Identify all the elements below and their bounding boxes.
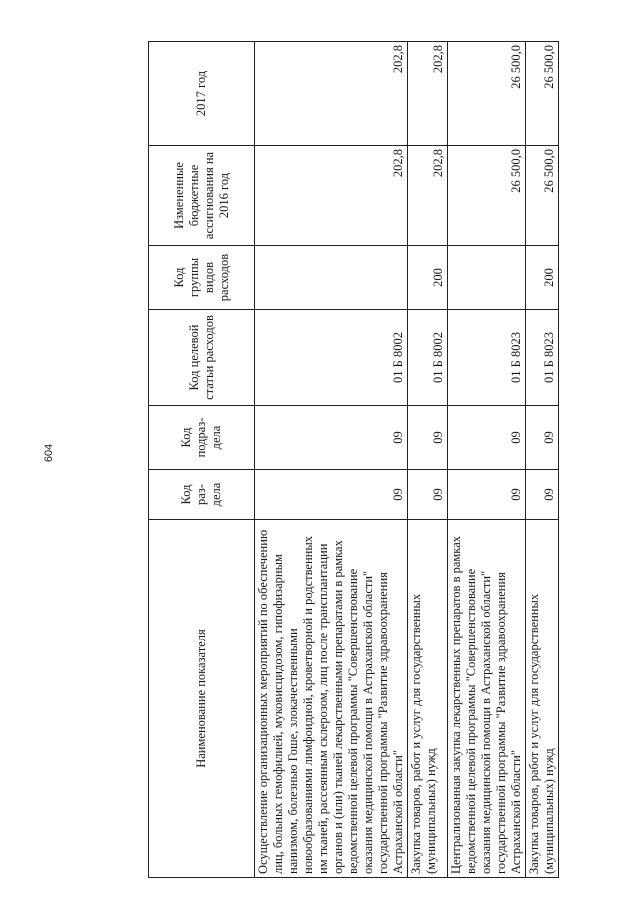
row-2016: 202,8: [408, 146, 448, 246]
row-razdel: 09: [526, 470, 559, 520]
row-razdel: 09: [255, 470, 408, 520]
row-2016: 26 500,0: [526, 146, 559, 246]
table-header-row: [149, 42, 255, 878]
row-vr: [448, 246, 526, 310]
header-razdel: Код раз- дела: [149, 470, 255, 520]
row-2017: 202,8: [255, 42, 408, 146]
row-vr: [255, 246, 408, 310]
row-2017: 202,8: [408, 42, 448, 146]
row-2017: 26 500,0: [448, 42, 526, 146]
row-name: Централизованная закупка лекарственных препаратов в рамках ведомственной целевой программы "Совершенствование оказания медицинской помощи в Астраханской области" государственной программы "Развитие здравоохранения Астраханской области": [448, 520, 526, 878]
row-csr: 01 Б 8002: [255, 310, 408, 406]
table-row: [448, 42, 526, 878]
row-vr: 200: [408, 246, 448, 310]
header-vr: Код группы видов расходов: [149, 246, 255, 310]
budget-table: [148, 41, 559, 878]
row-2016: 26 500,0: [448, 146, 526, 246]
row-razdel: 09: [408, 470, 448, 520]
row-name: Закупка товаров, работ и услуг для государственных (муниципальных) нужд: [526, 520, 559, 878]
row-csr: 01 Б 8023: [448, 310, 526, 406]
header-2017: 2017 год: [149, 42, 255, 146]
header-podrazdel: Код подраз- дела: [149, 406, 255, 470]
header-name: Наименование показателя: [149, 520, 255, 878]
row-podrazdel: 09: [448, 406, 526, 470]
row-podrazdel: 09: [526, 406, 559, 470]
row-2016: 202,8: [255, 146, 408, 246]
row-razdel: 09: [448, 470, 526, 520]
budget-table-rotated: [148, 42, 556, 878]
row-csr: 01 Б 8002: [408, 310, 448, 406]
header-2016: Измененные бюджетные ассигнования на 2016 год: [149, 146, 255, 246]
row-podrazdel: 09: [408, 406, 448, 470]
row-podrazdel: 09: [255, 406, 408, 470]
table-row: [255, 42, 408, 878]
table-row: [408, 42, 448, 878]
table-row: [526, 42, 559, 878]
row-2017: 26 500,0: [526, 42, 559, 146]
header-csr: Код целевой статьи расходов: [149, 310, 255, 406]
row-csr: 01 Б 8023: [526, 310, 559, 406]
page-number: 604: [43, 443, 56, 463]
row-name: Закупка товаров, работ и услуг для государственных (муниципальных) нужд: [408, 520, 448, 878]
row-vr: 200: [526, 246, 559, 310]
row-name: Осуществление организационных мероприятий по обеспечению лиц, больных гемофилией, муковисцидозом, гипофизарным нанизмом, болезнью Гоше, злокачественными новообразованиями лимфоидной, кроветворной и родственных им тканей, рассеянным склерозом, лиц после трансплантации органов и (или) тканей лекарственными препаратами в рамках ведомственной целевой программы "Совершенствование оказания медицинской помощи в Астраханской области" государственной программы "Развитие здравоохранения Астраханской области": [255, 520, 408, 878]
